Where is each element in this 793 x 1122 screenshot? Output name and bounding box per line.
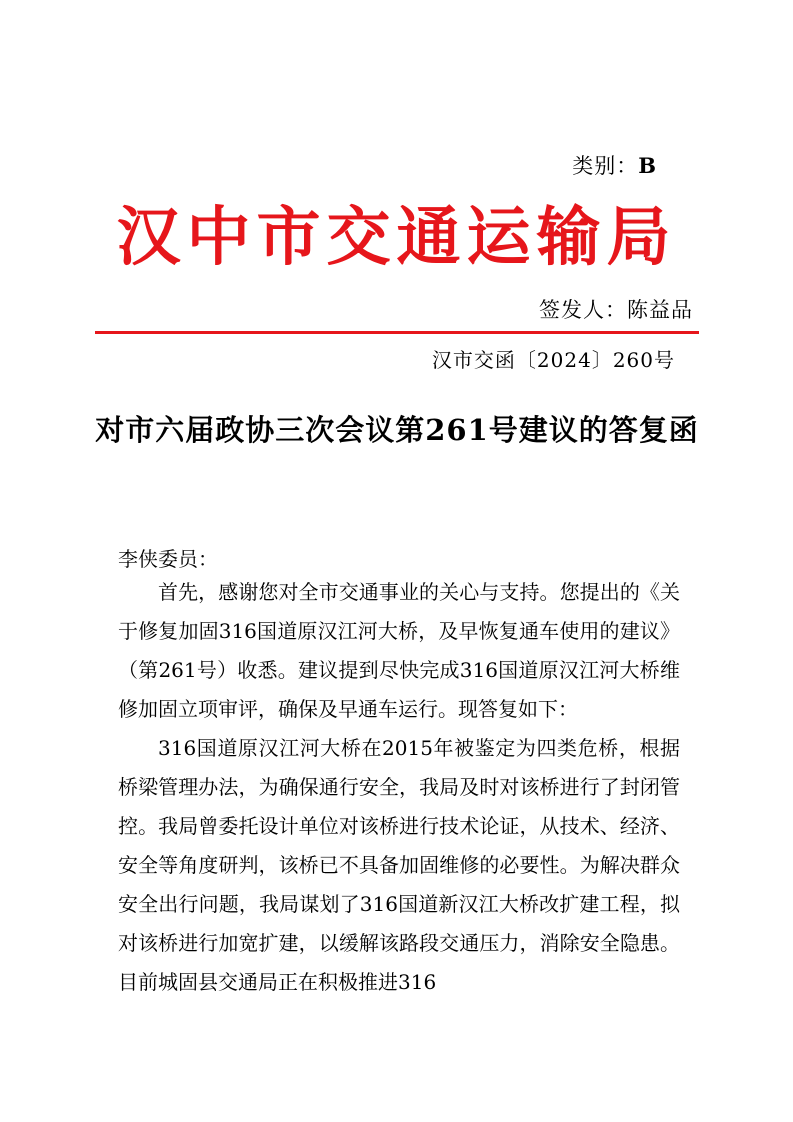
salutation: 李侠委员： <box>118 547 218 571</box>
body-paragraph: 316国道原汉江河大桥在2015年被鉴定为四类危桥，根据桥梁管理办法，为确保通行安全，我局及时对该桥进行了封闭管控。我局曾委托设计单位对该桥进行技术论证，从技术、经济、安全等角度研判，该桥已不具备加固维修的必要性。为解决群众安全出行问题，我局谋划了316国道新汉江大桥改扩建工程，拟对该桥进行加宽扩建，以缓解该路段交通压力，消除安全隐患。目前城固县交通局正在积极推进316 <box>118 736 680 994</box>
document-body <box>118 573 680 1002</box>
signer-name: 陈益品 <box>627 298 693 322</box>
body-paragraph: 首先，感谢您对全市交通事业的关心与支持。您提出的《关于修复加固316国道原汉江河大桥，及早恢复通车使用的建议》（第261号）收悉。建议提到尽快完成316国道原汉江河大桥维修加固立项审评，确保及早通车运行。现答复如下： <box>118 580 680 721</box>
category-line <box>572 150 657 180</box>
signer-label: 签发人： <box>539 298 627 322</box>
document-title: 对市六届政协三次会议第261号建议的答复函 <box>95 413 699 447</box>
signer-line <box>539 294 693 324</box>
category-label: 类别： <box>572 154 639 178</box>
org-title: 汉中市交通运输局 <box>116 200 677 275</box>
category-value: B <box>638 153 657 178</box>
document-number: 汉市交函〔2024〕260号 <box>431 348 675 372</box>
red-divider <box>95 331 699 334</box>
